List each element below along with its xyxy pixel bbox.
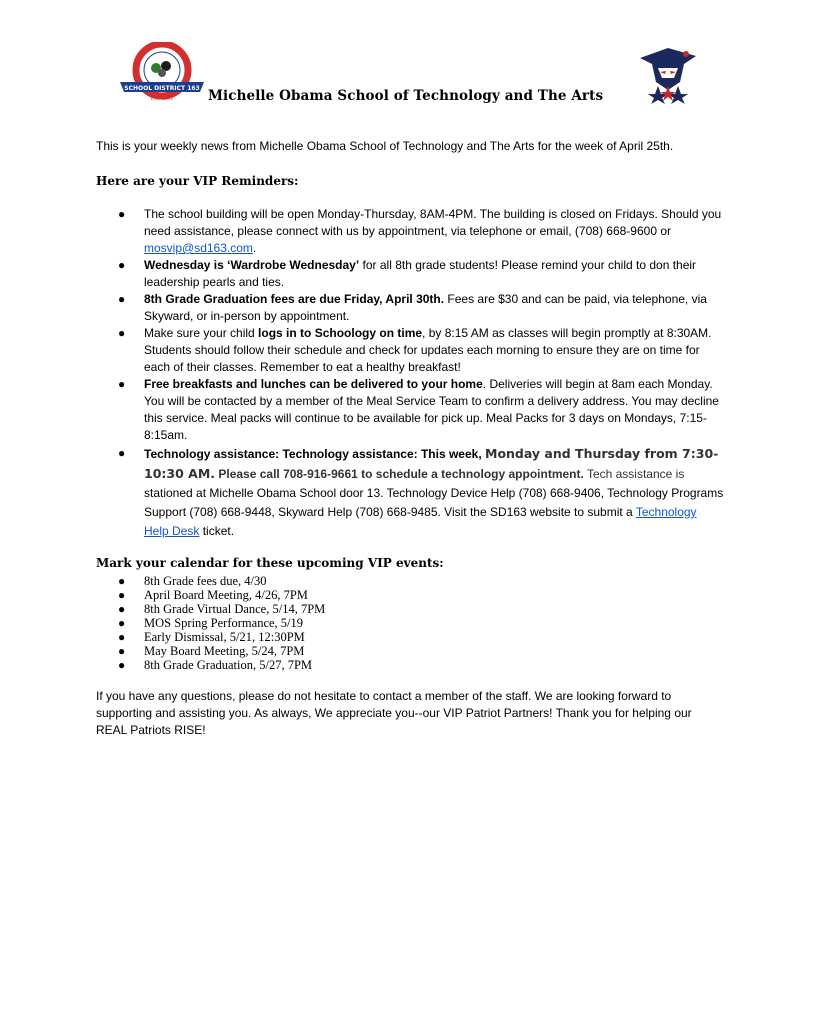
- list-item: [96, 206, 724, 257]
- event-text: 8th Grade Graduation, 5/27, 7PM: [144, 658, 313, 672]
- bullet-icon: ●: [118, 258, 126, 272]
- list-item: [96, 616, 596, 630]
- event-text: Early Dismissal, 5/21, 12:30PM: [144, 630, 305, 644]
- patriot-mascot-icon: [636, 46, 700, 106]
- svg-text:SCHOOL DISTRICT 163: SCHOOL DISTRICT 163: [124, 85, 200, 92]
- reminder-bold-call: Please call 708-916-9661 to schedule a technology appointment.: [215, 467, 584, 481]
- reminder-bold: Technology assistance: Technology assistance: This week,: [144, 447, 485, 461]
- reminder-text: for all 8th grade students! Please remind your child to don their leadership pearls and ties.: [144, 258, 697, 289]
- bullet-icon: ●: [118, 574, 126, 588]
- reminders-heading: Here are your VIP Reminders:: [96, 174, 299, 188]
- list-item: [96, 257, 724, 291]
- reminder-hours: Monday and Thursday from 7:30-10:30 AM.: [144, 446, 719, 481]
- bullet-icon: ●: [118, 326, 126, 340]
- reminder-bold: Free breakfasts and lunches can be delivered to your home: [144, 377, 483, 391]
- closing-paragraph: If you have any questions, please do not hesitate to contact a member of the staff. We are looking forward to supporting and assisting you. As always, We appreciate you--our VIP Patriot Partners! Thank you for helping our REAL Patriots RISE!: [96, 689, 692, 737]
- bullet-icon: ●: [118, 658, 126, 672]
- event-text: MOS Spring Performance, 5/19: [144, 616, 304, 630]
- list-item: [96, 444, 724, 541]
- bullet-icon: ●: [118, 616, 126, 630]
- list-item: [96, 602, 596, 616]
- list-item: [96, 574, 596, 588]
- help-desk-link[interactable]: Technology Help Desk: [144, 505, 697, 538]
- bullet-icon: ●: [118, 630, 126, 644]
- event-text: May Board Meeting, 5/24, 7PM: [144, 644, 305, 658]
- reminder-text-end: .: [252, 241, 257, 255]
- event-text: 8th Grade fees due, 4/30: [144, 574, 267, 588]
- intro-paragraph: This is your weekly news from Michelle Obama School of Technology and The Arts for the week of April 25th.: [96, 139, 674, 153]
- reminder-bold: Wednesday is ‘Wardrobe Wednesday’: [144, 258, 360, 272]
- event-text: 8th Grade Virtual Dance, 5/14, 7PM: [144, 602, 326, 616]
- bullet-icon: ●: [118, 602, 126, 616]
- reminder-bold: 8th Grade Graduation fees are due Friday, April 30th.: [144, 292, 445, 306]
- reminder-text: . Deliveries will begin at 8am each Monday. You will be contacted by a member of the Meal Service Team to confirm a delivery address. You may decline this service. Meal packs will continue to be available for pick up. Meal Packs for 3 days on Mondays, 7:15-8:15am.: [144, 377, 719, 442]
- bullet-icon: ●: [118, 377, 126, 391]
- bullet-icon: ●: [118, 644, 126, 658]
- reminder-text: , by 8:15 AM as classes will begin promptly at 8:30AM. Students should follow their schedule and check for updates each morning to ensure they are on time for each of their classes. Remember to eat a healthy breakfast!: [144, 326, 712, 374]
- district-seal-icon: [116, 42, 208, 104]
- reminder-text-end: ticket.: [199, 524, 235, 538]
- list-item: [96, 658, 596, 672]
- list-item: [96, 376, 724, 444]
- email-link[interactable]: mosvip@sd163.com: [144, 241, 253, 255]
- events-list: [96, 574, 596, 672]
- list-item: [96, 291, 724, 325]
- bullet-icon: ●: [118, 588, 126, 602]
- bullet-icon: ●: [118, 446, 126, 460]
- bullet-icon: ●: [118, 207, 126, 221]
- reminders-list: [96, 206, 724, 541]
- reminder-grey: Tech assistance is: [583, 467, 685, 481]
- events-heading: Mark your calendar for these upcoming VIP events:: [96, 556, 444, 570]
- page-title: Michelle Obama School of Technology and The Arts: [208, 88, 604, 104]
- svg-text:EST. 1951: EST. 1951: [150, 97, 174, 102]
- reminder-text: Fees are $30 and can be paid, via telephone, via Skyward, or in-person by appointment.: [144, 292, 707, 323]
- reminder-bold: logs in to Schoology on time: [258, 326, 423, 340]
- reminder-text: The school building will be open Monday-Thursday, 8AM-4PM. The building is closed on Fridays. Should you need assistance, please connect with us by appointment, via telephone or email, (708) 668-9600 or: [144, 207, 722, 238]
- list-item: [96, 630, 596, 644]
- reminder-pre: Make sure your child: [144, 326, 259, 340]
- event-text: April Board Meeting, 4/26, 7PM: [144, 588, 308, 602]
- bullet-icon: ●: [118, 292, 126, 306]
- list-item: [96, 644, 596, 658]
- reminder-text: stationed at Michelle Obama School door 13. Technology Device Help (708) 668-9406, Technology Programs Support (708) 668-9448, Skyward Help (708) 668-9485. Visit the SD163 website to submit a: [144, 486, 724, 519]
- list-item: [96, 325, 724, 376]
- list-item: [96, 588, 596, 602]
